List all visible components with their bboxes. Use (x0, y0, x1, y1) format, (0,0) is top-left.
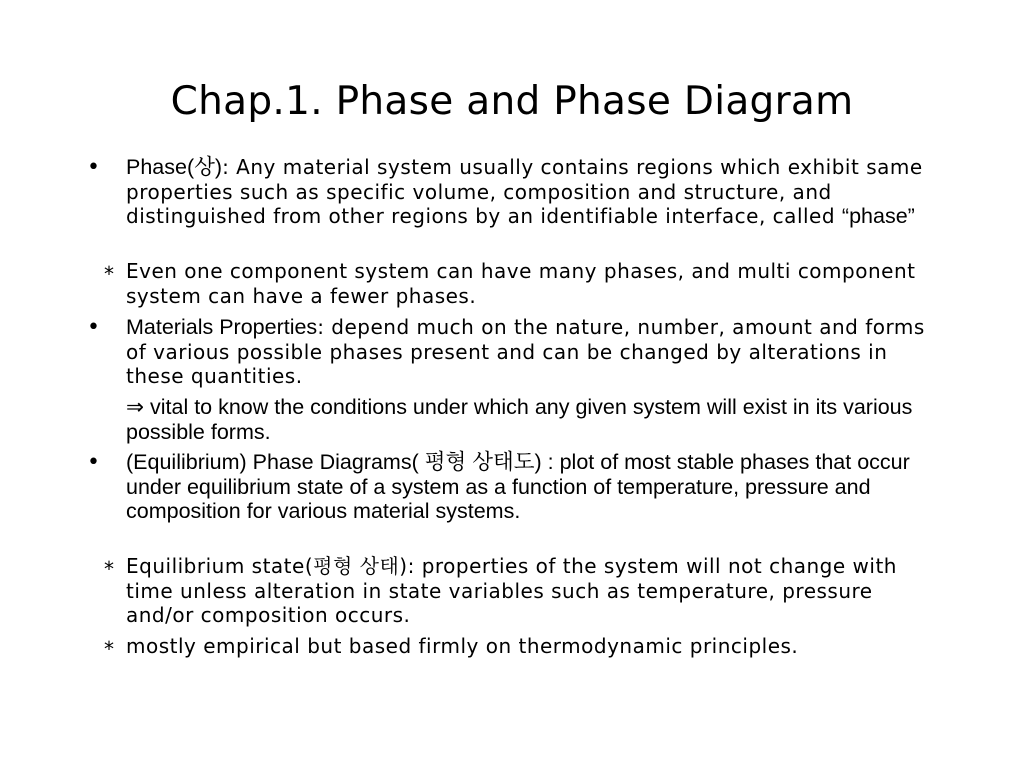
term-colon: : (317, 315, 332, 339)
term-label: Phase(상) (126, 155, 223, 179)
sub-item-empirical: mostly empirical but based firmly on thermodynamic principles. (126, 634, 799, 658)
bullet-marker: • (87, 315, 100, 340)
bullet-item-phase-diagrams: (Equilibrium) Phase Diagrams( 평형 상태도) : plot of most stable phases that occur under equilibrium state of a system as a function of temperature, pressure and composition for various material systems. (126, 450, 910, 523)
term-definition: properties of the system will not change with time unless alteration in state variables such as temperature, pressure and/or composition occurs. (126, 554, 897, 627)
term-colon: : (222, 155, 237, 179)
slide-title: Chap.1. Phase and Phase Diagram (170, 79, 854, 124)
emphasis-phase: “phase” (841, 204, 915, 228)
bullet-marker: • (87, 155, 100, 180)
sub-marker: * (104, 262, 114, 286)
bullet-item-phase (126, 155, 946, 229)
term-label: Equilibrium state(평형 상태) (126, 554, 408, 578)
sub-marker: * (104, 557, 114, 581)
bullet-marker: • (87, 450, 100, 475)
term-definition: depend much on the nature, number, amount and forms of various possible phases present and can be changed by alterations in these quantities. (126, 315, 925, 388)
implication-text: ⇒ vital to know the conditions under which any given system will exist in its various possible forms. (126, 395, 913, 444)
bullet-item-materials-properties (126, 315, 946, 389)
sub-item-equilibrium-state (126, 554, 946, 628)
sub-item-phases-note: Even one component system can have many phases, and multi component system can have a fewer phases. (126, 259, 916, 308)
term-colon: : (407, 554, 422, 578)
term-label: Materials Properties (126, 315, 318, 339)
sub-marker: * (104, 637, 114, 661)
term-definition: Any material system usually contains regions which exhibit same properties such as specific volume, composition and structure, and distinguished from other regions by an identifiable interface, called (126, 155, 923, 228)
